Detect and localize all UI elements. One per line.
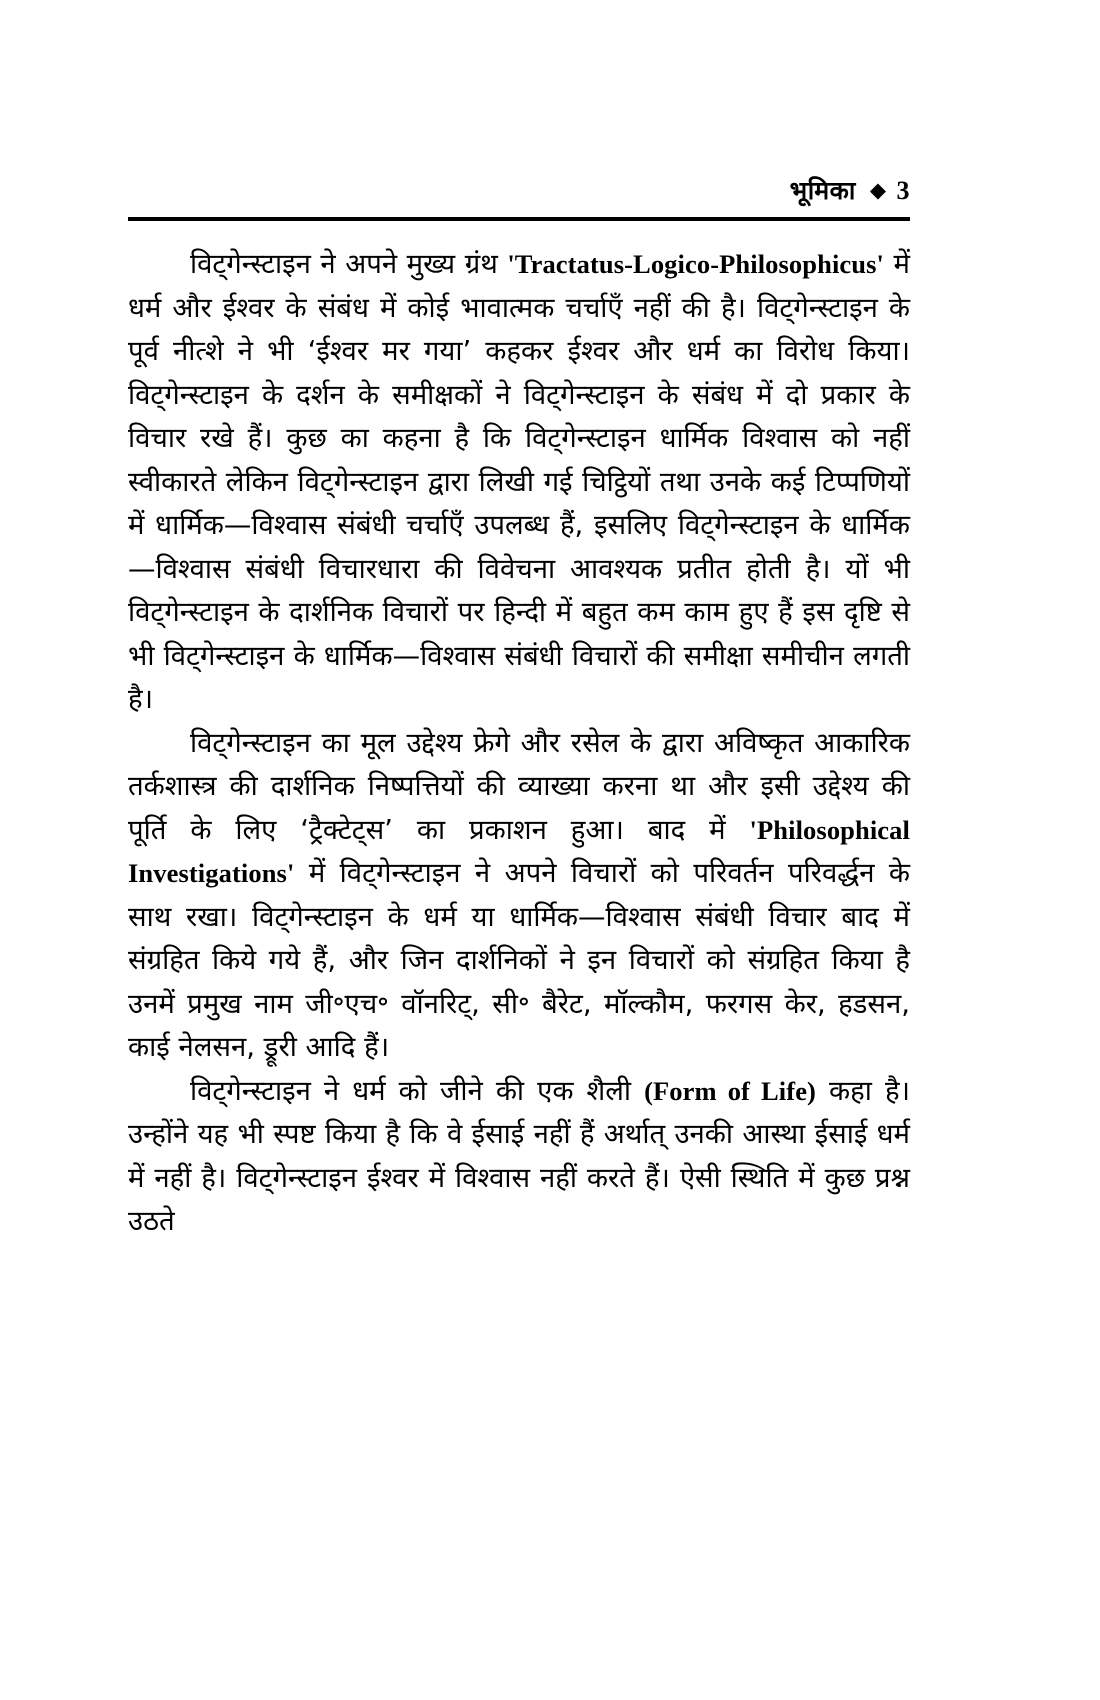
paragraph — [128, 1070, 910, 1244]
latin-title-run: 'Philosophical Investigations' — [128, 814, 910, 888]
devanagari-run: में विट्गेन्स्टाइन ने अपने विचारों को परिवर्तन परिवर्द्धन के साथ रखा। विट्गेन्स्टाइन के धर्म या धार्मिक—विश्वास संबंधी विचार बाद में संग्रहित किये गये हैं, और जिन दार्शनिकों ने इन विचारों को संग्रहित किया है उनमें प्रमुख नाम जी॰एच॰ वॉनरिट्, सी॰ बैरेट, मॉल्कौम, फरगस केर, हडसन, काई नेलसन, ड्रूरी आदि हैं। — [128, 857, 910, 1063]
page-number: 3 — [896, 176, 910, 205]
latin-title-run: 'Tractatus-Logico-Philosophicus' — [507, 249, 884, 279]
body-text-column — [128, 243, 910, 1244]
paragraph — [128, 722, 910, 1070]
running-head-section-label: भूमिका — [789, 176, 856, 205]
header-rule-divider — [128, 217, 910, 221]
devanagari-run: विट्गेन्स्टाइन ने धर्म को जीने की एक शैली — [190, 1074, 645, 1107]
diamond-separator-icon: ◆ — [869, 178, 887, 202]
devanagari-run: कहा है। उन्होंने यह भी स्पष्ट किया है कि वे ईसाई नहीं हैं अर्थात् उनकी आस्था ईसाई धर्म में नहीं है। विट्गेन्स्टाइन ईश्वर में विश्वास नहीं करते हैं। ऐसी स्थिति में कुछ प्रश्न उठते — [128, 1074, 910, 1237]
devanagari-run: में धर्म और ईश्वर के संबंध में कोई भावात्मक चर्चाएँ नहीं की है। विट्गेन्स्टाइन के पूर्व नीत्शे ने भी ‘ईश्वर मर गया’ कहकर ईश्वर और धर्म का विरोध किया। विट्गेन्स्टाइन के दर्शन के समीक्षकों ने विट्गेन्स्टाइन के संबंध में दो प्रकार के विचार रखे हैं। कुछ का कहना है कि विट्गेन्स्टाइन धार्मिक विश्वास को नहीं स्वीकारते लेकिन विट्गेन्स्टाइन द्वारा लिखी गई चिट्ठियों तथा उनके कई टिप्पणियों में धार्मिक—विश्वास संबंधी चर्चाएँ उपलब्ध हैं, इसलिए विट्गेन्स्टाइन के धार्मिक—विश्वास संबंधी विचारधारा की विवेचना आवश्यक प्रतीत होती है। यों भी विट्गेन्स्टाइन के दार्शनिक विचारों पर हिन्दी में बहुत कम काम हुए हैं इस दृष्टि से भी विट्गेन्स्टाइन के धार्मिक—विश्वास संबंधी विचारों की समीक्षा समीचीन लगती है। — [128, 248, 910, 715]
paragraph — [128, 243, 910, 722]
running-head — [128, 178, 910, 204]
latin-title-run: (Form of Life) — [644, 1075, 816, 1106]
devanagari-run: विट्गेन्स्टाइन ने अपने मुख्य ग्रंथ — [190, 248, 508, 280]
devanagari-run: विट्गेन्स्टाइन का मूल उद्देश्य फ्रेगे और रसेल के द्वारा अविष्कृत आकारिक तर्कशास्त्र की दार्शनिक निष्पत्तियों की व्याख्या करना था और इसी उद्देश्य की पूर्ति के लिए ‘ट्रैक्टेट्स’ का प्रकाशन हुआ। बाद में — [128, 726, 910, 846]
